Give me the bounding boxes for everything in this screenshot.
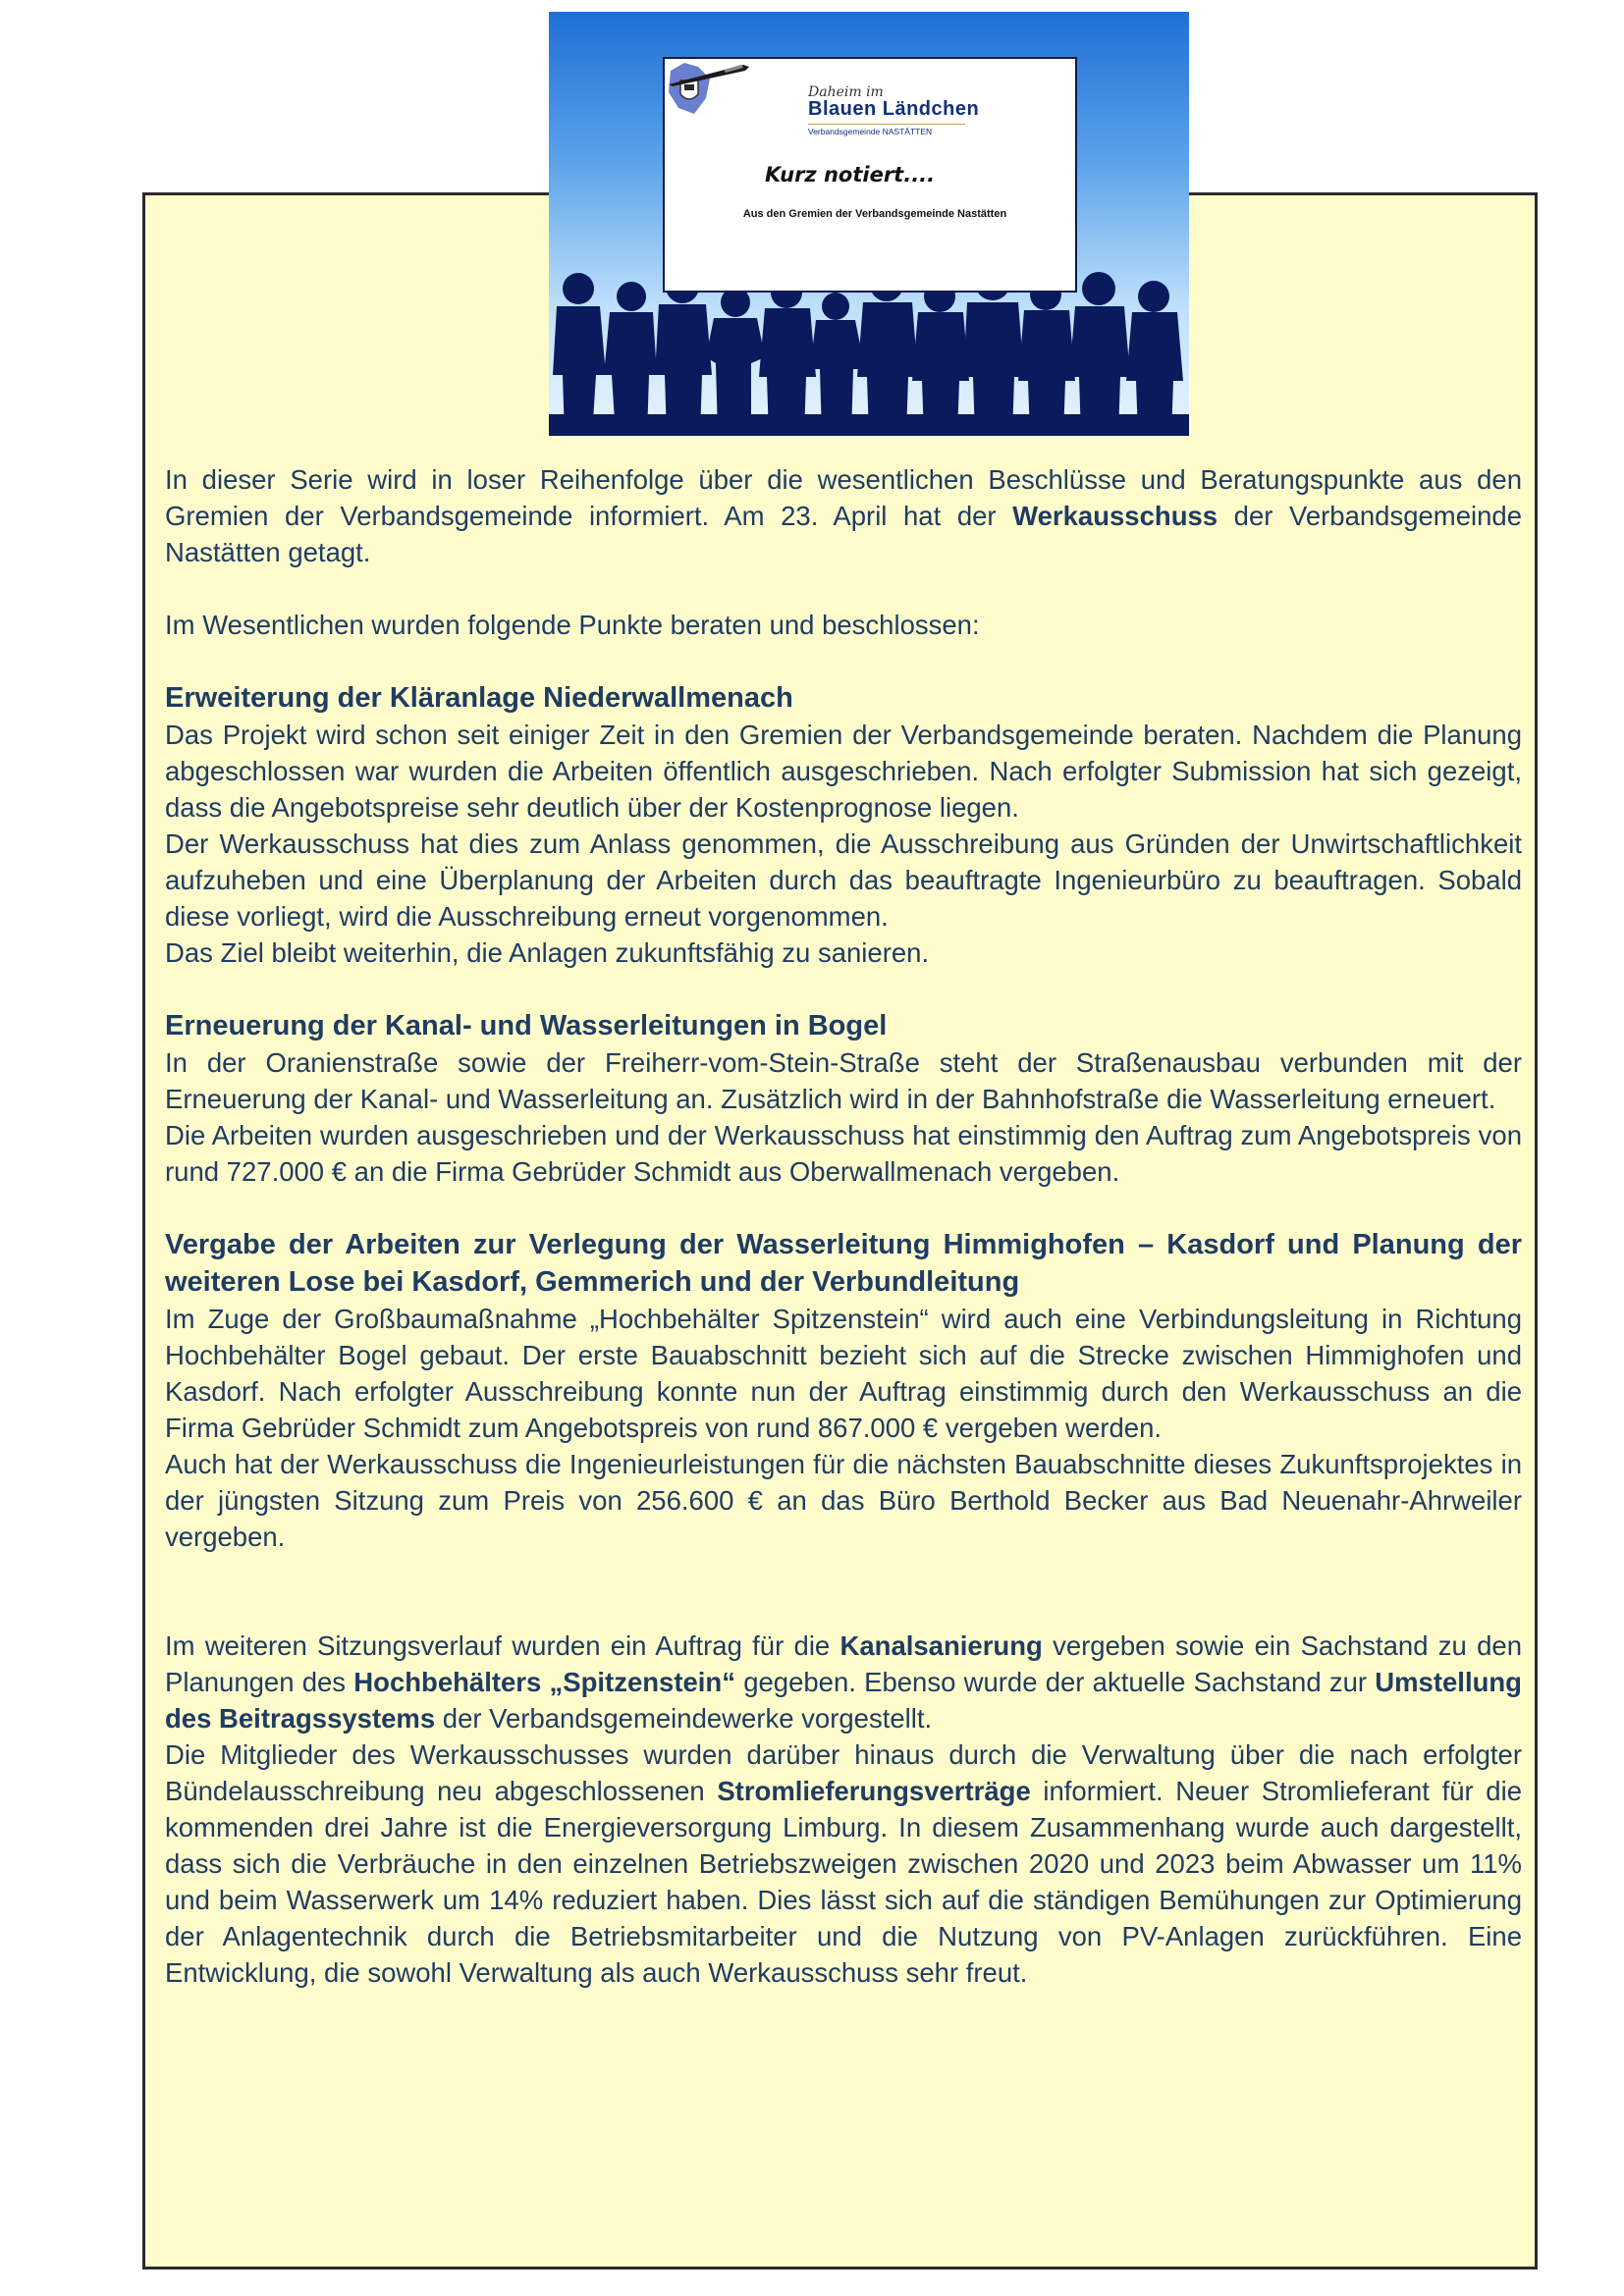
section-paragraph: Der Werkausschuss hat dies zum Anlass genommen, die Ausschreibung aus Gründen der Unwirtschaftlichkeit aufzuheben und eine Überplanung der Arbeiten durch das beauftragte Ingenieurbüro zu beauftragen. Sobald diese vorliegt, wird die Ausschreibung erneut vorgenommen.: [165, 828, 1522, 932]
section-paragraph: Im Zuge der Großbaumaßnahme „Hochbehälter Spitzenstein“ wird auch eine Verbindungsleitung in Richtung Hochbehälter Bogel gebaut. Der erste Bauabschnitt bezieht sich auf die Strecke zwischen Himmighofen und Kasdorf. Nach erfolgter Ausschreibung konnte nun der Auftrag einstimmig durch den Werkausschuss an die Firma Gebrüder Schmidt zum Angebotspreis von rund 867.000 € vergeben werden.: [165, 1304, 1522, 1443]
board-subtitle: Aus den Gremien der Verbandsgemeinde Nastätten: [742, 208, 1007, 220]
logo-subtitle: Verbandsgemeinde NASTÄTTEN: [808, 124, 965, 136]
intro-paragraph-2: Im Wesentlichen wurden folgende Punkte beraten und beschlossen:: [165, 610, 980, 640]
section-paragraph: Das Projekt wird schon seit einiger Zeit in den Gremien der Verbandsgemeinde beraten. Nachdem die Planung abgeschlossen war wurden die Arbeiten öffentlich ausgeschrieben. Nach erfolgter Submission hat sich gezeigt, dass die Angebotspreise sehr deutlich über der Kostenprognose liegen.: [165, 720, 1522, 823]
closing-paragraph-2: [165, 1736, 1522, 1991]
section-paragraph: In der Oranienstraße sowie der Freiherr-vom-Stein-Straße steht der Straßenausbau verbunden mit der Erneuerung der Kanal- und Wasserleitung an. Zusätzlich wird in der Bahnhofstraße die Wasserleitung erneuert.: [165, 1047, 1522, 1114]
closing-bold: Kanalsanierung: [839, 1630, 1043, 1661]
pen-icon: [665, 59, 755, 88]
section-paragraph: Die Arbeiten wurden ausgeschrieben und der Werkausschuss hat einstimmig den Auftrag zum Angebotspreis von rund 727.000 € an die Firma Gebrüder Schmidt aus Oberwallmenach vergeben.: [165, 1120, 1522, 1187]
slogan: Kurz notiert....: [765, 163, 936, 187]
section-title: Erneuerung der Kanal- und Wasserleitungen in Bogel: [165, 1010, 888, 1041]
closing-text: vergeben sowie ein Sachstand zu den Planungen des: [165, 1630, 1522, 1697]
section-title: Erweiterung der Kläranlage Niederwallmenach: [165, 682, 793, 714]
closing-text: informiert. Neuer Stromlieferant für die kommenden drei Jahre ist die Energieversorgung Limburg. In diesem Zusammenhang wurde auch dargestellt, dass sich die Verbräuche in den einzelnen Betriebszweigen zwischen 2020 und 2023 beim Abwasser um 11% und beim Wasserwerk um 14% reduziert haben. Dies lässt sich auf die ständigen Bemühungen zur Optimierung der Anlagentechnik durch die Betriebsmitarbeiter und die Nutzung von PV-Anlagen zurückführen. Eine Entwicklung, die sowohl Verwaltung als auch Werkausschuss sehr freut.: [165, 1776, 1522, 1988]
presentation-board: [663, 57, 1077, 293]
intro-text: In dieser Serie wird in loser Reihenfolge über die wesentlichen Beschlüsse und Beratungspunkte aus den Gremien der Verbandsgemeinde informiert. Am 23. April hat der: [165, 464, 1522, 531]
closing-bold: Stromlieferungsverträge: [717, 1776, 1031, 1806]
section-title: Vergabe der Arbeiten zur Verlegung der Wasserleitung Himmighofen – Kasdorf und Planung der weiteren Lose bei Kasdorf, Gemmerich und der Verbundleitung: [165, 1229, 1522, 1298]
logo-title: Blauen Ländchen: [808, 98, 980, 120]
closing-bold: Hochbehälters „Spitzenstein“: [353, 1667, 735, 1697]
intro-bold: Werkausschuss: [1012, 501, 1218, 531]
logo-tagline: Daheim im: [808, 84, 884, 100]
closing-bold: Umstellung des Beitragssystems: [165, 1667, 1522, 1734]
closing-paragraph: [165, 1628, 1522, 1736]
section-paragraph: Auch hat der Werkausschuss die Ingenieurleistungen für die nächsten Bauabschnitte dieses Zukunftsprojektes in der jüngsten Sitzung zum Preis von 256.600 € an das Büro Berthold Becker aus Bad Neuenahr-Ahrweiler vergeben.: [165, 1449, 1522, 1552]
section-paragraph: Das Ziel bleibt weiterhin, die Anlagen zukunftsfähig zu sanieren.: [165, 937, 930, 968]
article-body: [165, 461, 1522, 1991]
header-banner: [549, 12, 1189, 436]
closing-text: Die Mitglieder des Werkausschusses wurden darüber hinaus durch die Verwaltung über die nach erfolgter Bündelausschreibung neu abgeschlossenen: [165, 1739, 1522, 1806]
closing-text: Im weiteren Sitzungsverlauf wurden ein Auftrag für die: [165, 1630, 840, 1661]
closing-text: gegeben. Ebenso wurde der aktuelle Sachstand zur: [734, 1667, 1376, 1697]
intro-paragraph: [165, 461, 1522, 570]
closing-text: der Verbandsgemeindewerke vorgestellt.: [435, 1703, 933, 1734]
intro-text-end: der Verbandsgemeinde Nastätten getagt.: [165, 501, 1523, 567]
